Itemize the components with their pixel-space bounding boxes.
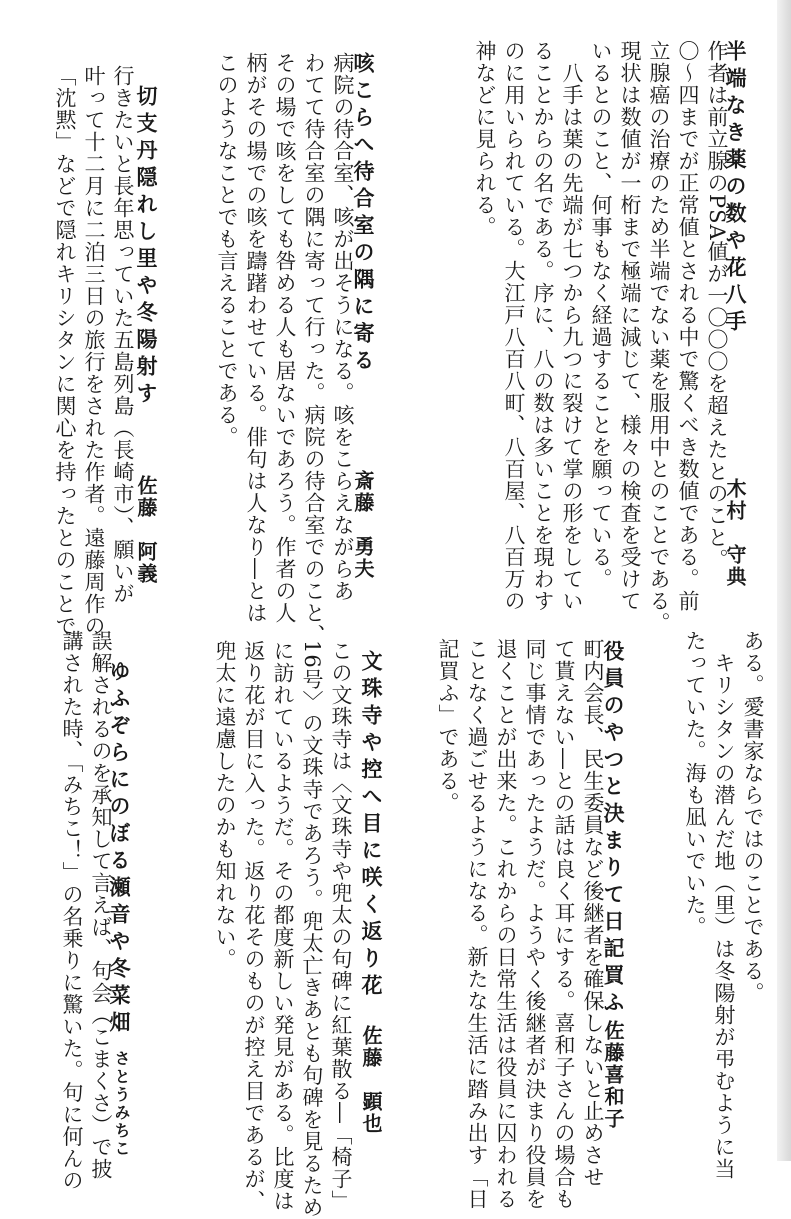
essay-author: 佐藤 顕也 <box>359 1025 383 1135</box>
body-line: キリシタンの潜んだ地（里）は冬陽射が弔むように当 <box>712 630 736 1180</box>
body-line: この文珠寺は〈文珠寺や兜太の句碑に紅葉散る―「椅子」 <box>329 640 353 1212</box>
essay-heading: ゆふぞらにのぼる瀬音や冬菜畑 <box>107 660 131 1038</box>
body-line: のに用いられている。大江戸八百八町、八百屋、八百万の <box>502 40 526 612</box>
essay-body <box>50 65 137 637</box>
body-line: 16号〉の文珠寺であろう。兜太亡きあとも句碑を見るため <box>300 640 324 1219</box>
body-line: 「沈黙」などで隠れキリシタンに関心を持ったとのことで <box>53 65 77 637</box>
body-line: て貰えない―との話は良く耳にする。喜和子さんの場合も <box>552 638 576 1210</box>
body-line: ることからの名である。序に、八の数は多いことを現わす <box>531 40 555 612</box>
essay-body <box>212 52 357 646</box>
body-line: たっていた。海も凪いでいた。 <box>683 630 707 938</box>
body-line: 兜太に遠慮したのかも知れない。 <box>213 640 237 970</box>
body-line: 神などに見られる。 <box>473 40 497 238</box>
essay-continuation <box>680 630 767 1180</box>
essay-author: 木村 守典 <box>723 478 747 588</box>
body-line: 作者は前立腺のPSA値が一〇〇〇を超えたとのこと。 <box>705 40 729 571</box>
body-line: 講された時、「みちこ！」の名乗りに驚いた。句に何んの <box>60 630 84 1192</box>
essay-heading: 半端なき薬の数や花八手 <box>723 40 747 337</box>
essay-author: 斎藤 勇夫 <box>351 470 375 580</box>
essay-heading: 咳こらへ待合室の隅に寄る <box>351 52 375 376</box>
body-line: ことなく過ごせるようになる。新たな生活に踏み出す「日 <box>465 638 489 1210</box>
body-line: 現状は数値が一桁まで極端に減じて、様々の検査を受けて <box>618 40 642 612</box>
essay-heading: 文珠寺や控へ目に咲く返り花 <box>359 650 383 1001</box>
body-line: 立腺癌の治療のため半端でない薬を服用中とのことである。 <box>647 40 671 634</box>
essay-author: 佐藤 阿義 <box>134 475 158 585</box>
body-line: いるとのこと、何事もなく経過することを願っている。 <box>589 40 613 590</box>
essay-body <box>57 630 115 1192</box>
body-line: その場で咳をしても咎める人も居ないであろう。作者の人 <box>273 52 297 624</box>
body-line: 町内会長、民生委員など後継者を確保しないと止めさせ <box>581 638 605 1188</box>
body-line: ある。愛書家ならではのことである。 <box>741 630 765 1004</box>
body-line: このようなことでも言えることである。 <box>215 52 239 448</box>
essay-author: さとうみちこ <box>112 1050 131 1158</box>
essay-body <box>470 40 731 634</box>
body-line: 柄がその場での咳を躊躇わせている。俳句は人なり―とは <box>244 52 268 624</box>
essay-heading: 切支丹隠れし里や冬陽射す <box>134 85 158 409</box>
body-line: わてて待合室の隅に寄って行った。病院の待合室でのこと、 <box>302 52 326 646</box>
body-line: に訪れているようだ。その都度新しい発見がある。比度は <box>271 640 295 1212</box>
body-line: 八手は葉の先端が七つから九つに裂けて掌の形をしてい <box>560 40 584 612</box>
essay-author: 佐藤喜和子 <box>601 1020 625 1130</box>
body-line: 退くことが出来た。これからの日常生活は役員に囚われる <box>494 638 518 1210</box>
page-edge <box>777 0 791 1161</box>
essay-body <box>433 638 607 1210</box>
body-line: 〇～四までが正常値とされる中で驚くべき数値である。前 <box>676 40 700 612</box>
body-line: 返り花が目に入った。返り花そのものが控え目であるが、 <box>242 640 266 1212</box>
body-line: 叶って十二月に二泊三日の旅行をされた作者。遠藤周作の <box>82 65 106 637</box>
body-line: 誤解されるのを承知して言えば、句会（こまくさ）で披 <box>89 630 113 1180</box>
body-line: 病院の待合室、咳が出そうになる。咳をこらえながらあ <box>331 52 355 602</box>
body-line: 行きたいと長年思っていた五島列島（長崎市）、願いが <box>111 65 135 605</box>
body-line: 同じ事情であったようだ。ようやく後継者が決まり役員を <box>523 638 547 1210</box>
essay-body <box>210 640 355 1219</box>
essay-heading: 役員のやつと決まりて日記買ふ <box>601 640 625 1018</box>
body-line: 記買ふ」である。 <box>436 638 460 814</box>
